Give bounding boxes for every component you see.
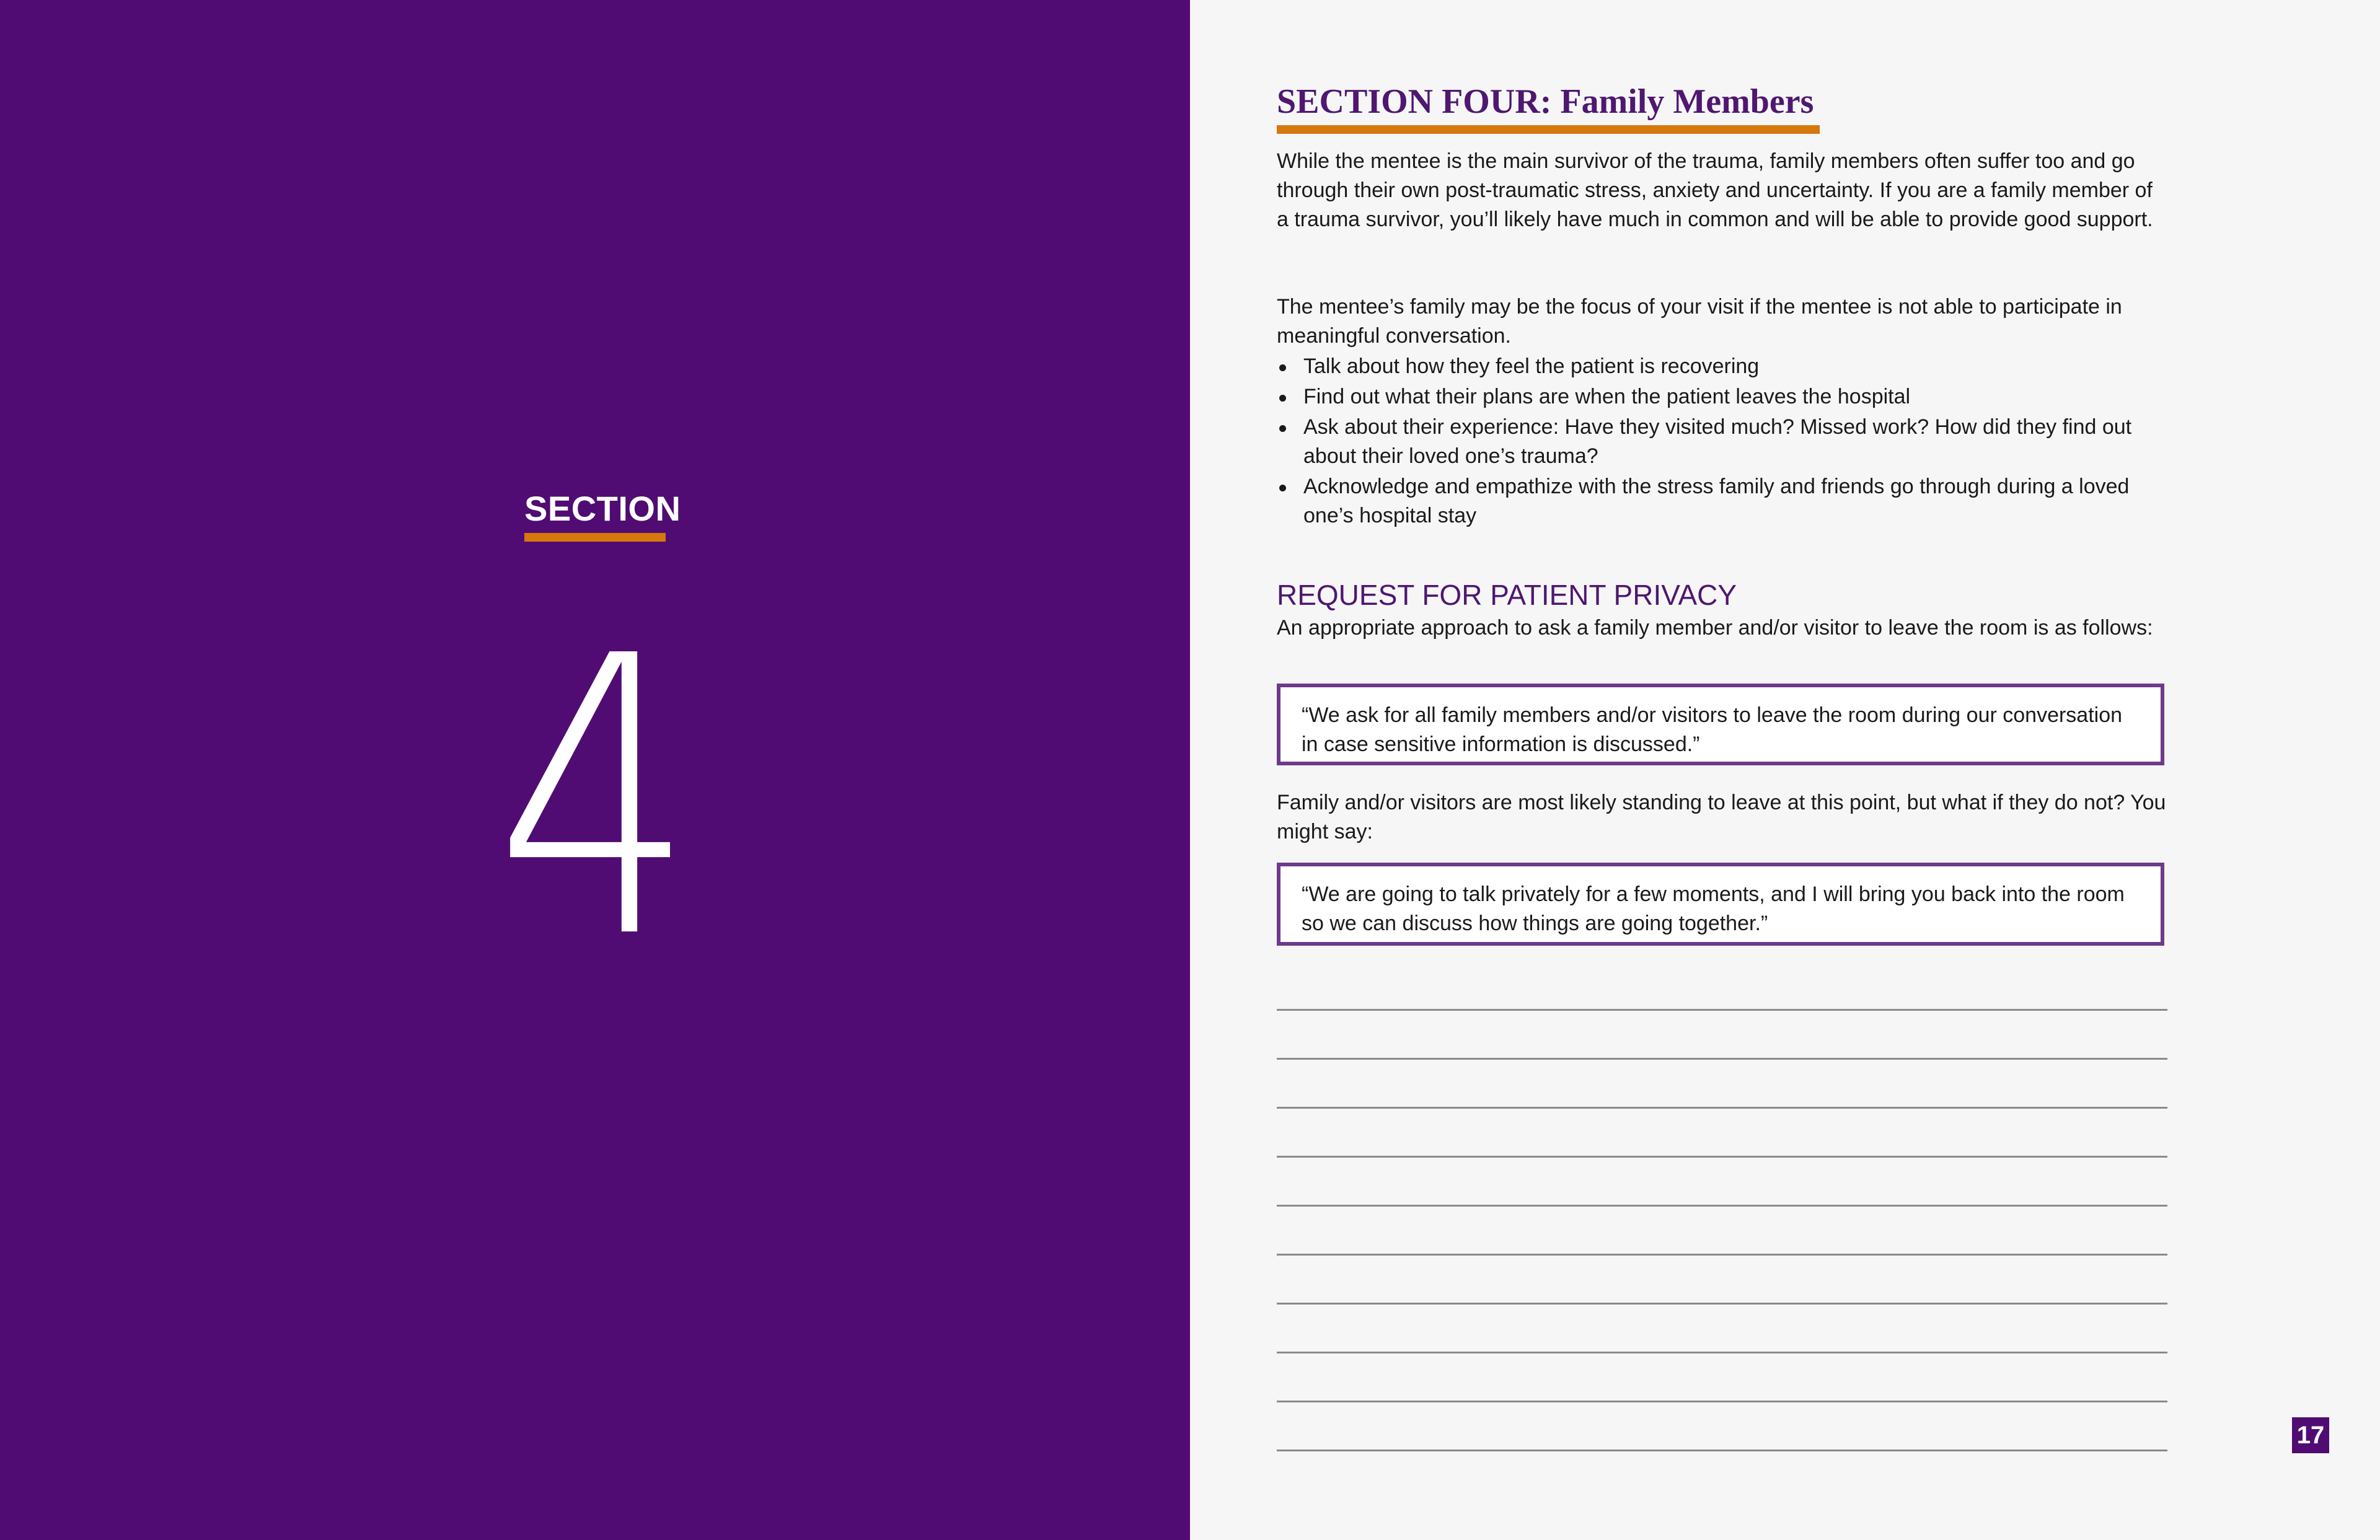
- list-item: [1277, 352, 2169, 381]
- section-number: 4: [495, 576, 695, 1023]
- quote-box-talk-privately: [1277, 863, 2164, 946]
- page-title-underline: [1277, 125, 1820, 134]
- list-item: [1277, 472, 2169, 530]
- note-line: [1277, 1156, 2167, 1158]
- note-line: [1277, 1450, 2167, 1451]
- privacy-heading: REQUEST FOR PATIENT PRIVACY: [1277, 579, 1737, 611]
- bullet-icon: [1279, 425, 1286, 432]
- note-line: [1277, 1254, 2167, 1256]
- section-label: SECTION: [524, 489, 681, 528]
- focus-paragraph: The mentee’s family may be the focus of your visit if the mentee is not able to participate in meaningful conversation.: [1277, 295, 2122, 348]
- quote-text: “We are going to talk privately for a few moments, and I will bring you back into the room so we can discuss how things are going together.”: [1302, 882, 2125, 935]
- followup-paragraph: Family and/or visitors are most likely standing to leave at this point, but what if they do not? You might say:: [1277, 791, 2166, 843]
- note-line: [1277, 1107, 2167, 1109]
- privacy-intro-paragraph: An appropriate approach to ask a family member and/or visitor to leave the room is as follows:: [1277, 616, 2153, 640]
- list-item-text: Acknowledge and empathize with the stress family and friends go through during a loved one’s hospital stay: [1303, 475, 2130, 527]
- intro-paragraph: While the mentee is the main survivor of the trauma, family members often suffer too and go through their own post-traumatic stress, anxiety and uncertainty. If you are a family member of a trauma survivor, you’ll likely have much in common and will be able to provide good support.: [1277, 149, 2153, 231]
- list-item-text: Ask about their experience: Have they visited much? Missed work? How did they find out about their loved one’s trauma?: [1303, 415, 2132, 468]
- visit-tips-list: [1277, 352, 2169, 532]
- note-line: [1277, 1401, 2167, 1402]
- note-line: [1277, 1303, 2167, 1305]
- bullet-icon: [1279, 364, 1286, 371]
- section-label-underline: [524, 533, 666, 542]
- quote-text: “We ask for all family members and/or visitors to leave the room during our conversation in case sensitive information is discussed.”: [1302, 703, 2123, 756]
- list-item: [1277, 382, 2169, 411]
- bullet-icon: [1279, 485, 1286, 491]
- page-number-badge: 17: [2292, 1417, 2329, 1453]
- note-line: [1277, 1205, 2167, 1207]
- bullet-icon: [1279, 395, 1286, 402]
- list-item-text: Find out what their plans are when the patient leaves the hospital: [1303, 385, 1911, 408]
- note-line: [1277, 1009, 2167, 1011]
- note-line: [1277, 1352, 2167, 1353]
- note-line: [1277, 1058, 2167, 1060]
- list-item: [1277, 413, 2169, 471]
- quote-box-leave-room: [1277, 684, 2164, 765]
- page-title: SECTION FOUR: Family Members: [1277, 82, 1814, 121]
- list-item-text: Talk about how they feel the patient is recovering: [1303, 354, 1760, 378]
